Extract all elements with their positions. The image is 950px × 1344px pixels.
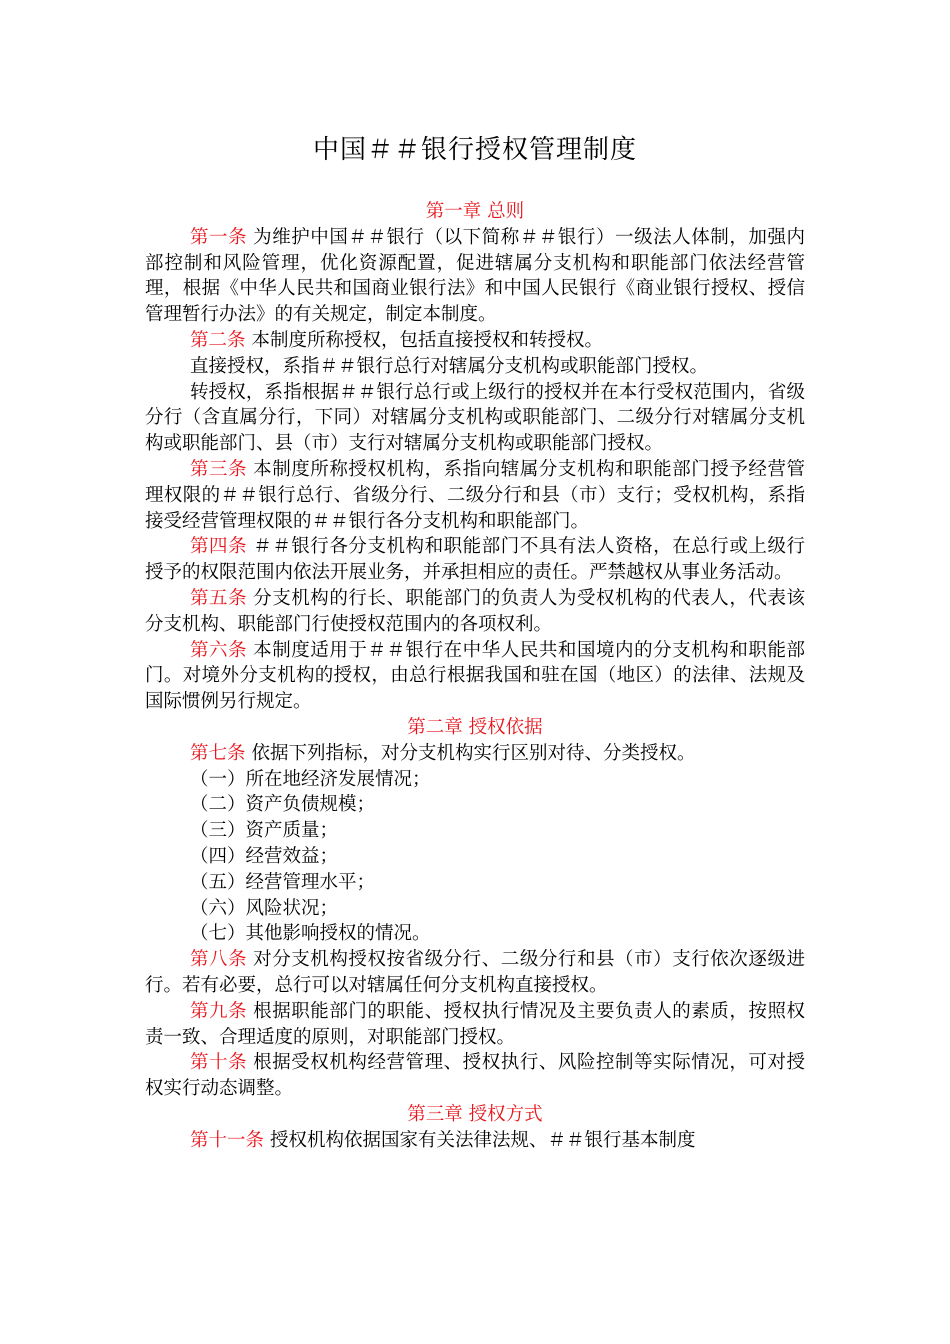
article-text: ＃＃银行各分支机构和职能部门不具有法人资格，在总行或上级行授予的权限范围内依法开展业务，并承担相应的责任。严禁越权从事业务活动。 [145, 536, 805, 584]
article-number: 第二条 [190, 329, 246, 351]
list-item: （三）资产质量； [190, 820, 339, 842]
article-number: 第三条 [190, 458, 248, 480]
article-paragraph: 转授权，系指根据＃＃银行总行或上级行的授权并在本行受权范围内，省级分行（含直属分行，下同）对辖属分支机构或职能部门、二级分行对辖属分支机构或职能部门、县（市）支行对辖属分支机构或职能部门授权。 [145, 381, 805, 455]
list-item: （二）资产负债规模； [190, 794, 376, 816]
list-item: （一）所在地经济发展情况； [190, 768, 431, 790]
chapter-heading: 第一章 总则 [425, 201, 525, 222]
article-text: 对分支机构授权按省级分行、二级分行和县（市）支行依次逐级进行。若有必要，总行可以对辖属任何分支机构直接授权。 [145, 949, 805, 996]
article-number: 第六条 [190, 639, 248, 661]
article-9 [145, 999, 805, 1051]
document-body [145, 199, 805, 1153]
article-2 [145, 328, 805, 354]
article-text: 授权机构依据国家有关法律法规、＃＃银行基本制度 [270, 1129, 696, 1151]
article-3 [145, 457, 805, 534]
article-1 [145, 225, 805, 328]
chapter-heading: 第三章 授权方式 [407, 1103, 543, 1125]
list-item: （五）经营管理水平； [190, 871, 376, 893]
article-number: 第七条 [190, 742, 246, 764]
article-text: 本制度所称授权机构，系指向辖属分支机构和职能部门授予经营管理权限的＃＃银行总行、省级分行、二级分行和县（市）支行；受权机构，系指接受经营管理权限的＃＃银行各分支机构和职能部门。 [145, 458, 805, 532]
article-number: 第十条 [190, 1052, 248, 1074]
article-number: 第九条 [190, 1000, 248, 1022]
list-item: （七）其他影响授权的情况。 [190, 923, 431, 945]
article-10 [145, 1050, 805, 1102]
article-6 [145, 638, 805, 715]
article-text: 为维护中国＃＃银行（以下简称＃＃银行）一级法人体制，加强内部控制和风险管理，优化资源配置，促进辖属分支机构和职能部门依法经营管理，根据《中华人民共和国商业银行法》和中国人民银行《商业银行授权、授信管理暂行办法》的有关规定，制定本制度。 [145, 226, 805, 326]
article-number: 第一条 [190, 226, 248, 248]
article-11 [145, 1128, 805, 1154]
article-7 [145, 741, 805, 767]
article-number: 第十一条 [190, 1129, 265, 1151]
article-number: 第四条 [190, 536, 248, 558]
article-4 [145, 534, 805, 586]
list-item: （四）经营效益； [190, 845, 339, 867]
article-text: 本制度所称授权，包括直接授权和转授权。 [251, 329, 604, 351]
article-text: 分支机构的行长、职能部门的负责人为受权机构的代表人，代表该分支机构、职能部门行使授权范围内的各项权利。 [145, 587, 805, 635]
article-number: 第八条 [190, 949, 248, 971]
article-paragraph: 直接授权，系指＃＃银行总行对辖属分支机构或职能部门授权。 [190, 355, 709, 377]
article-5 [145, 586, 805, 638]
article-text: 依据下列指标，对分支机构实行区别对待、分类授权。 [251, 742, 696, 764]
article-text: 根据职能部门的职能、授权执行情况及主要负责人的素质，按照权责一致、合理适度的原则，对职能部门授权。 [145, 1000, 805, 1048]
article-number: 第五条 [190, 587, 248, 609]
article-8 [145, 947, 805, 999]
list-item: （六）风险状况； [190, 897, 339, 919]
chapter-heading: 第二章 授权依据 [407, 716, 543, 738]
document-title: 中国＃＃银行授权管理制度 [312, 135, 637, 165]
article-text: 根据受权机构经营管理、授权执行、风险控制等实际情况，可对授权实行动态调整。 [145, 1052, 805, 1100]
article-text: 本制度适用于＃＃银行在中华人民共和国境内的分支机构和职能部门。对境外分支机构的授权，由总行根据我国和驻在国（地区）的法律、法规及国际惯例另行规定。 [145, 639, 805, 713]
